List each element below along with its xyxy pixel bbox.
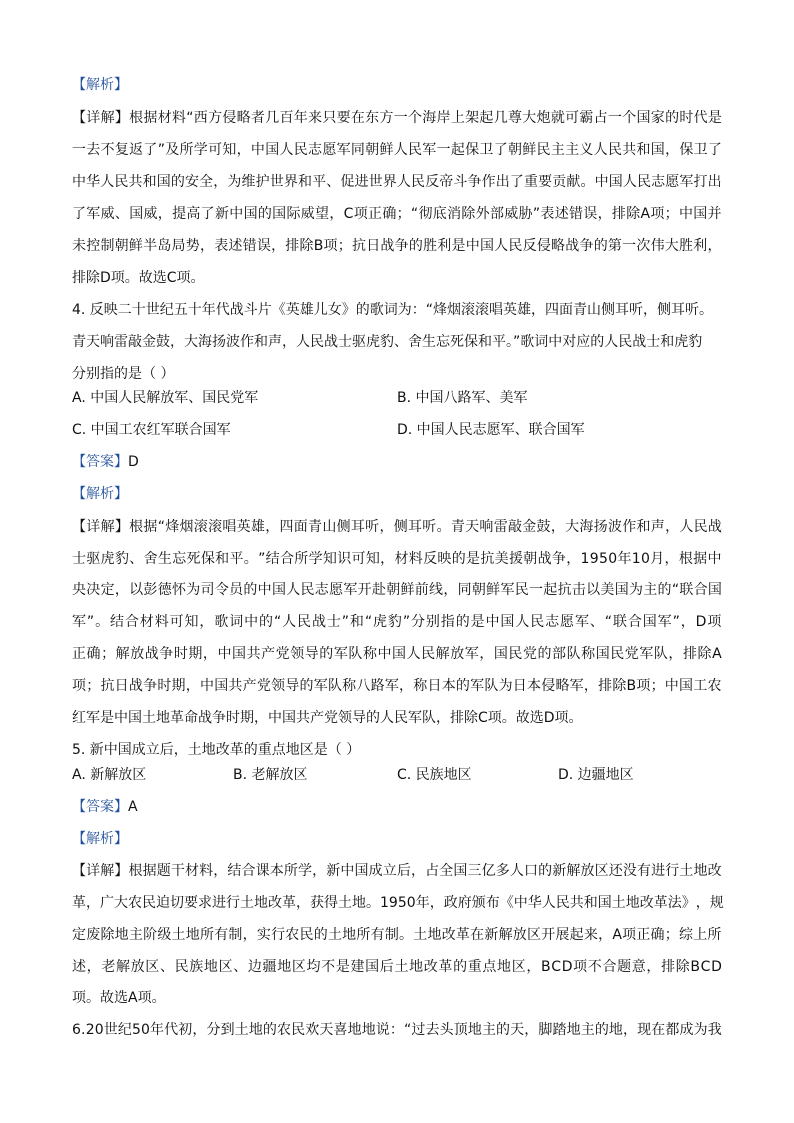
explanation-line: 中 华 人 民 共 和 国 的 安 全 ， 为 维 护 世 界 和 平 、 促 进 世 界 人 民 反 帝 斗 争 作 出 了 重 要 贡 献 。 中 国 人 民 志 愿 军 打 出 <box>72 174 722 190</box>
analysis-heading: 【解析】 <box>72 77 128 93</box>
answer-option: C. 中国工农红军联合国军 <box>72 422 231 438</box>
explanation-line: 军 ” 。 结 合 材 料 可 知 ， 歌 词 中 的 “ 人 民 战 士 ” 和 “ 虎 豹 ” 分 别 指 的 是 中 国 人 民 志 愿 军 、 “ 联 合 国 军 ” ， D 项 <box>72 614 722 630</box>
answer-option: B. 中国八路军、美军 <box>397 390 528 406</box>
question-line: 青天响雷敲金鼓，大海扬波作和声，人民战士驱虎豹、舍生忘死保和平。”歌词中对应的人民战士和虎豹 <box>72 334 703 350</box>
explanation-line: 革 ， 广 大 农 民 迫 切 要 求 进 行 土 地 改 革 ， 获 得 土 地 。 1 9 5 0 年 ， 政 府 颁 布 《 中 华 人 民 共 和 国 土 地 改 革 法 》 ， 规 <box>72 895 724 911</box>
answer-value: A <box>128 799 138 815</box>
explanation-line: 项。故选A项。 <box>72 990 166 1006</box>
explanation-line: 了 军 威 、 国 威 ， 提 高 了 新 中 国 的 国 际 威 望 ， C 项 正 确 ； “ 彻 底 消 除 外 部 威 胁 ” 表 述 错 误 ， 排 除 A 项 ； 中 国 并 <box>72 206 722 222</box>
explanation-line: 排除D项。故选C项。 <box>72 270 205 286</box>
explanation-line: 定 废 除 地 主 阶 级 土 地 所 有 制 ， 实 行 农 民 的 土 地 所 有 制 。 土 地 改 革 在 新 解 放 区 开 展 起 来 ， A 项 正 确 ； 综 上 所 <box>72 927 722 943</box>
explanation-line: 一 去 不 复 返 了 ” 及 所 学 可 知 ， 中 国 人 民 志 愿 军 同 朝 鲜 人 民 军 一 起 保 卫 了 朝 鲜 民 主 主 义 人 民 共 和 国 ， 保 卫 了 <box>72 142 722 158</box>
analysis-heading: 【解析】 <box>72 486 128 502</box>
answer-option: B. 老解放区 <box>233 767 308 783</box>
explanation-line: 红军是中国土地革命战争时期，中国共产党领导的人民军队，排除C项。故选D项。 <box>72 710 583 726</box>
explanation-line: 项 ； 抗 日 战 争 时 期 ， 中 国 共 产 党 领 导 的 军 队 称 八 路 军 ， 称 日 本 的 军 队 为 日 本 侵 略 军 ， 排 除 B 项 ； 中 国 工 农 <box>72 678 722 694</box>
answer-label: 【答案】 <box>72 799 128 815</box>
explanation-line: 【 详 解 】 根 据 “ 烽 烟 滚 滚 唱 英 雄 ， 四 面 青 山 侧 耳 听 ， 侧 耳 听 。 青 天 响 雷 敲 金 鼓 ， 大 海 扬 波 作 和 声 ， 人 民 战 <box>72 519 722 535</box>
explanation-line: 【 详 解 】 根 据 题 干 材 料 ， 结 合 课 本 所 学 ， 新 中 国 成 立 后 ， 占 全 国 三 亿 多 人 口 的 新 解 放 区 还 没 有 进 行 土 地 改 <box>72 863 722 879</box>
analysis-heading: 【解析】 <box>72 831 128 847</box>
question-line: 6 . 2 0 世 纪 5 0 年 代 初 ， 分 到 土 地 的 农 民 欢 天 喜 地 地 说 ： “ 过 去 头 顶 地 主 的 天 ， 脚 踏 地 主 的 地 ， 现 在 都 成 为 我 <box>72 1022 722 1038</box>
answer-label: 【答案】 <box>72 454 128 470</box>
answer-option: D. 边疆地区 <box>558 767 634 783</box>
answer-line <box>72 452 139 472</box>
answer-option: A. 新解放区 <box>72 767 147 783</box>
answer-value: D <box>128 454 139 470</box>
explanation-line: 士 驱 虎 豹 、 舍 生 忘 死 保 和 平 。 ” 结 合 所 学 知 识 可 知 ， 材 料 反 映 的 是 抗 美 援 朝 战 争 ， 1 9 5 0 年 1 0 月 ， 根 据 中 <box>72 551 722 567</box>
question-line: 5. 新中国成立后，土地改革的重点地区是（ ） <box>72 742 361 758</box>
explanation-line: 央 决 定 ， 以 彭 德 怀 为 司 令 员 的 中 国 人 民 志 愿 军 开 赴 朝 鲜 前 线 ， 同 朝 鲜 军 民 一 起 抗 击 以 美 国 为 主 的 “ 联 合 国 <box>72 582 722 598</box>
explanation-line: 未 控 制 朝 鲜 半 岛 局 势 ， 表 述 错 误 ， 排 除 B 项 ； 抗 日 战 争 的 胜 利 是 中 国 人 民 反 侵 略 战 争 的 第 一 次 伟 大 胜 利 ， <box>72 238 722 254</box>
explanation-line: 正 确 ； 解 放 战 争 时 期 ， 中 国 共 产 党 领 导 的 军 队 称 中 国 人 民 解 放 军 ， 国 民 党 的 部 队 称 国 民 党 军 队 ， 排 除 A <box>72 646 722 662</box>
answer-option: C. 民族地区 <box>397 767 472 783</box>
question-line: 4. 反映二十世纪五十年代战斗片《英雄儿女》的歌词为：“烽烟滚滚唱英雄，四面青山侧耳听，侧耳听。 <box>72 302 714 318</box>
answer-option: D. 中国人民志愿军、联合国军 <box>397 422 585 438</box>
explanation-line: 【 详 解 】 根 据 材 料 “ 西 方 侵 略 者 几 百 年 来 只 要 在 东 方 一 个 海 岸 上 架 起 几 尊 大 炮 就 可 霸 占 一 个 国 家 的 时 代 是 <box>72 110 722 126</box>
explanation-line: 述 ， 老 解 放 区 、 民 族 地 区 、 边 疆 地 区 均 不 是 建 国 后 土 地 改 革 的 重 点 地 区 ， B C D 项 不 合 题 意 ， 排 除 B C D <box>72 959 722 975</box>
answer-line <box>72 797 138 817</box>
question-line: 分别指的是（ ） <box>72 366 175 382</box>
answer-option: A. 中国人民解放军、国民党军 <box>72 390 259 406</box>
